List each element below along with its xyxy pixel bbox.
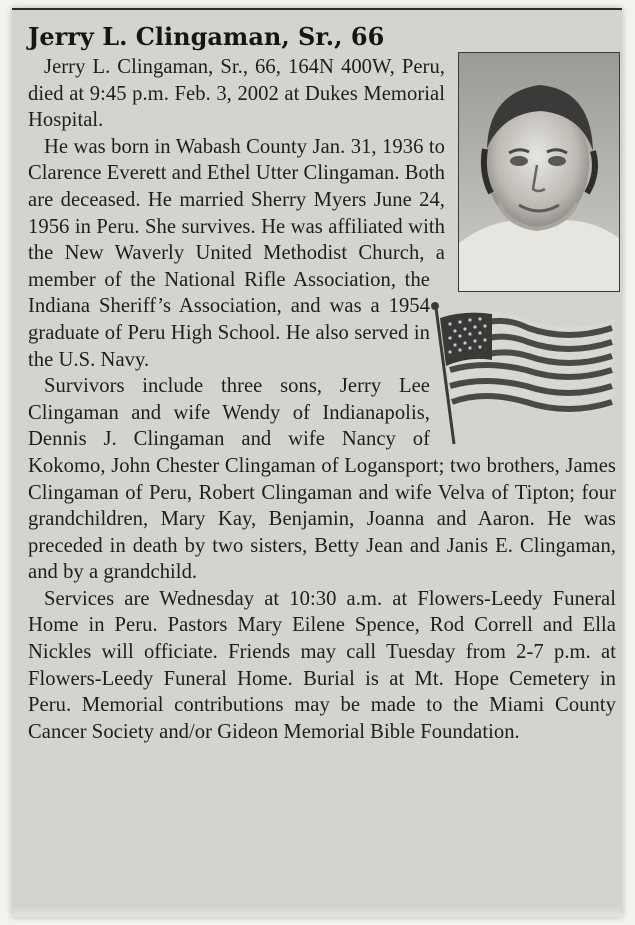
- newspaper-clipping: [12, 8, 622, 917]
- portrait-icon: [459, 53, 619, 291]
- paragraph-biography: He was born in Wabash County Jan. 31, 1936 to Clarence Everett and Ethel Utter Clingaman. Both are deceased. He married Sherry Myers June 24, 1956 in Peru. She survives. He was affiliated with the New Waverly United Methodist Church, a member of the National Rifle Association, the Indiana Sheriff’s Association, and was a 1954 graduate of Peru High School. He also served in the U.S. Navy.: [28, 135, 445, 371]
- clipping-bottom-edge: [12, 907, 622, 917]
- portrait-photo: [458, 52, 620, 292]
- paragraph-intro: Jerry L. Clingaman, Sr., 66, 164N 400W, Peru, died at 9:45 p.m. Feb. 3, 2002 at Dukes Memorial Hospital.: [28, 56, 445, 132]
- american-flag-icon: [428, 298, 618, 448]
- paragraph-services: Services are Wednesday at 10:30 a.m. at Flowers-Leedy Funeral Home in Peru. Pastors Mary Eilene Spence, Rod Correll and Ella Nickles will officiate. Friends may call Tuesday from 2-7 p.m. at Flowers-Leedy Funeral Home. Burial is at Mt. Hope Cemetery in Peru. Memorial contributions may be made to the Miami County Cancer Society and/or Gideon Memorial Bible Foundation.: [28, 587, 616, 743]
- flag-illustration: [428, 298, 618, 448]
- paragraph-survivors: Survivors include three sons, Jerry Lee Clingaman and wife Wendy of Indianapolis, Dennis J. Clingaman and wife Nancy of Kokomo, John Chester Clingaman of Logansport; two brothers, James Clingaman of Peru, Robert Clingaman and wife Velva of Tipton; four grandchildren, Mary Kay, Benjamin, Joanna and Aaron. He was preceded in death by two sisters, Betty Jean and Janis E. Clingaman, and by a grandchild.: [28, 375, 616, 584]
- obituary-headline: Jerry L. Clingaman, Sr., 66: [28, 22, 385, 51]
